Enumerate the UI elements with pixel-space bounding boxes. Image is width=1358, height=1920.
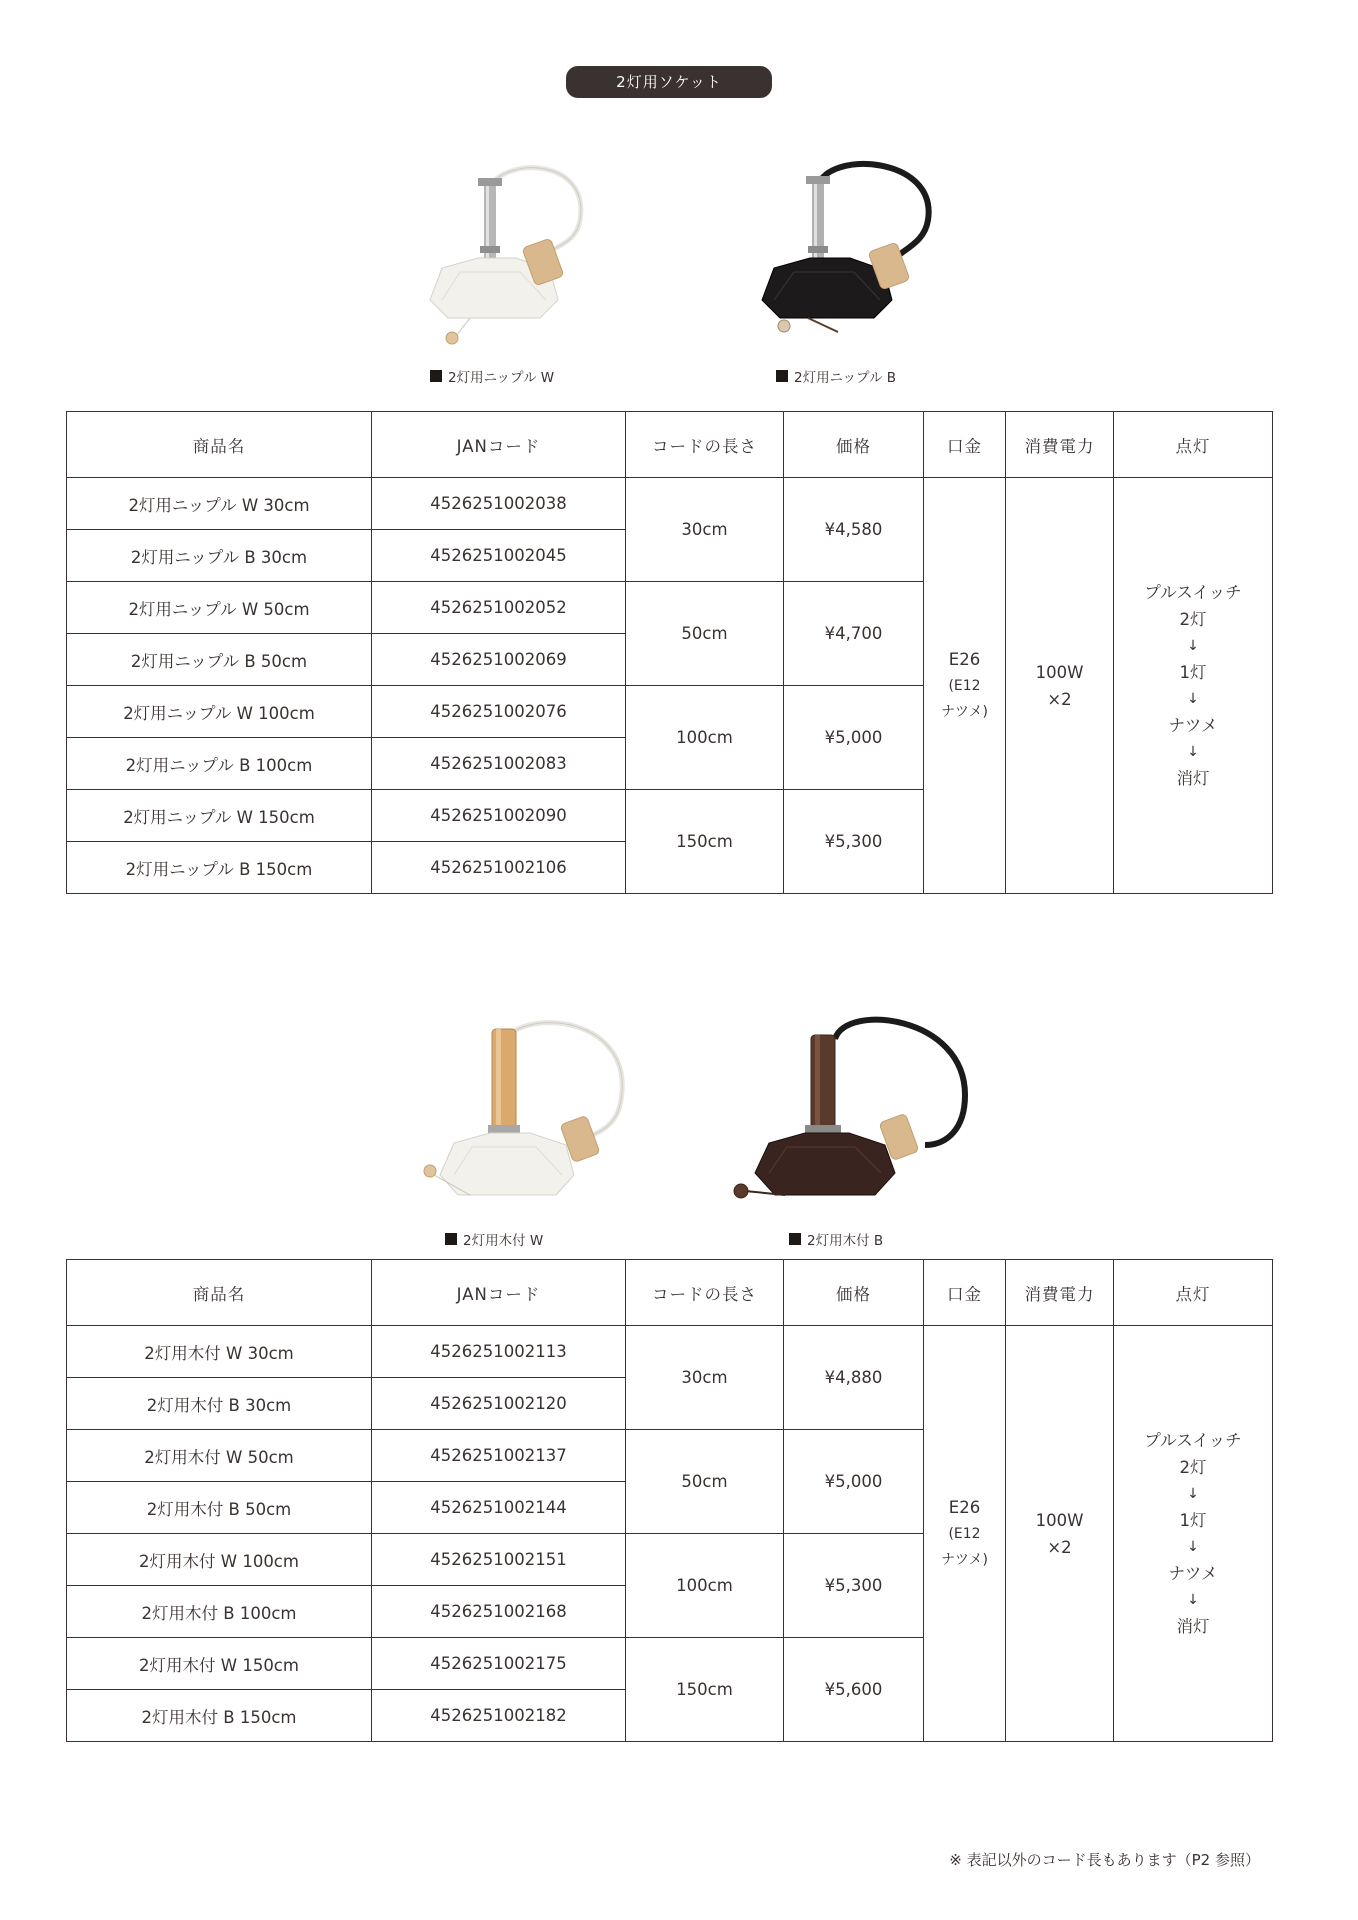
lighting-step: 消灯 xyxy=(1176,769,1210,788)
header-power: 消費電力 xyxy=(1006,1260,1114,1326)
power-cell xyxy=(1006,478,1114,894)
down-arrow-icon: ↓ xyxy=(1187,744,1199,760)
price: ¥5,300 xyxy=(784,1534,924,1638)
lighting-step: 消灯 xyxy=(1176,1617,1210,1636)
product-name: 2灯用木付 B 150cm xyxy=(67,1690,372,1742)
cord-length: 150cm xyxy=(626,1638,784,1742)
base-cell xyxy=(924,478,1006,894)
nipple-black-photo xyxy=(738,150,958,350)
header-power: 消費電力 xyxy=(1006,412,1114,478)
table-row xyxy=(67,1326,1273,1378)
down-arrow-icon: ↓ xyxy=(1187,1592,1199,1608)
price: ¥4,580 xyxy=(784,478,924,582)
price: ¥5,300 xyxy=(784,790,924,894)
bullet-square-icon xyxy=(430,370,442,382)
header-lighting: 点灯 xyxy=(1114,1260,1273,1326)
jan-code: 4526251002137 xyxy=(372,1430,626,1482)
jan-code: 4526251002052 xyxy=(372,582,626,634)
header-price: 価格 xyxy=(784,412,924,478)
caption-nipple-white: 2灯用ニップル W xyxy=(430,366,554,386)
lighting-step: 2灯 xyxy=(1179,1458,1207,1477)
header-base: 口金 xyxy=(924,412,1006,478)
down-arrow-icon: ↓ xyxy=(1187,691,1199,707)
cord-length: 50cm xyxy=(626,1430,784,1534)
bullet-square-icon xyxy=(776,370,788,382)
jan-code: 4526251002120 xyxy=(372,1378,626,1430)
power-sub: ×2 xyxy=(1047,1537,1072,1557)
jan-code: 4526251002175 xyxy=(372,1638,626,1690)
lighting-step: 1灯 xyxy=(1179,1511,1207,1530)
header-product-name: 商品名 xyxy=(67,1260,372,1326)
jan-code: 4526251002090 xyxy=(372,790,626,842)
price: ¥5,000 xyxy=(784,1430,924,1534)
product-name: 2灯用ニップル B 100cm xyxy=(67,738,372,790)
power-cell xyxy=(1006,1326,1114,1742)
spec-table-nipple xyxy=(66,411,1273,894)
base-sub1: (E12 xyxy=(948,678,981,694)
lighting-step: プルスイッチ xyxy=(1144,1431,1242,1450)
caption-nipple-black: 2灯用ニップル B xyxy=(776,366,896,386)
product-name: 2灯用ニップル B 50cm xyxy=(67,634,372,686)
product-name: 2灯用木付 B 100cm xyxy=(67,1586,372,1638)
cord-length: 50cm xyxy=(626,582,784,686)
jan-code: 4526251002168 xyxy=(372,1586,626,1638)
product-name: 2灯用ニップル W 50cm xyxy=(67,582,372,634)
footnote: ※ 表記以外のコード長もあります（P2 参照） xyxy=(949,1851,1260,1869)
lighting-cell xyxy=(1114,478,1273,894)
lighting-step: ナツメ xyxy=(1168,1564,1218,1583)
lighting-step: 2灯 xyxy=(1179,610,1207,629)
price: ¥5,000 xyxy=(784,686,924,790)
down-arrow-icon: ↓ xyxy=(1187,1539,1199,1555)
product-name: 2灯用木付 B 30cm xyxy=(67,1378,372,1430)
cord-length: 30cm xyxy=(626,1326,784,1430)
power-main: 100W xyxy=(1035,662,1084,682)
table-row xyxy=(67,478,1273,530)
bullet-square-icon xyxy=(445,1233,457,1245)
section-title: 2灯用ソケット xyxy=(566,66,772,98)
base-cell xyxy=(924,1326,1006,1742)
cord-length: 100cm xyxy=(626,1534,784,1638)
cord-length: 100cm xyxy=(626,686,784,790)
base-main: E26 xyxy=(948,1498,981,1517)
header-price: 価格 xyxy=(784,1260,924,1326)
product-name: 2灯用木付 W 150cm xyxy=(67,1638,372,1690)
jan-code: 4526251002045 xyxy=(372,530,626,582)
cord-length: 30cm xyxy=(626,478,784,582)
jan-code: 4526251002076 xyxy=(372,686,626,738)
jan-code: 4526251002182 xyxy=(372,1690,626,1742)
down-arrow-icon: ↓ xyxy=(1187,638,1199,654)
product-name: 2灯用木付 W 50cm xyxy=(67,1430,372,1482)
base-sub2: ナツメ) xyxy=(940,704,989,720)
table-header-row xyxy=(67,412,1273,478)
header-product-name: 商品名 xyxy=(67,412,372,478)
price: ¥4,880 xyxy=(784,1326,924,1430)
bullet-square-icon xyxy=(789,1233,801,1245)
lighting-cell xyxy=(1114,1326,1273,1742)
product-name: 2灯用ニップル W 100cm xyxy=(67,686,372,738)
product-name: 2灯用ニップル W 150cm xyxy=(67,790,372,842)
lighting-step: ナツメ xyxy=(1168,716,1218,735)
product-name: 2灯用木付 W 30cm xyxy=(67,1326,372,1378)
jan-code: 4526251002106 xyxy=(372,842,626,894)
lighting-step: プルスイッチ xyxy=(1144,583,1242,602)
nipple-white-photo xyxy=(400,150,600,350)
power-sub: ×2 xyxy=(1047,689,1072,709)
header-cord-length: コードの長さ xyxy=(626,412,784,478)
product-name: 2灯用ニップル B 30cm xyxy=(67,530,372,582)
product-name: 2灯用木付 W 100cm xyxy=(67,1534,372,1586)
caption-wood-black: 2灯用木付 B xyxy=(789,1229,883,1249)
jan-code: 4526251002113 xyxy=(372,1326,626,1378)
price: ¥5,600 xyxy=(784,1638,924,1742)
wood-white-photo xyxy=(410,1005,650,1210)
header-jan-code: JANコード xyxy=(372,412,626,478)
caption-wood-white: 2灯用木付 W xyxy=(445,1229,543,1249)
product-name: 2灯用ニップル W 30cm xyxy=(67,478,372,530)
jan-code: 4526251002151 xyxy=(372,1534,626,1586)
base-main: E26 xyxy=(948,650,981,669)
header-cord-length: コードの長さ xyxy=(626,1260,784,1326)
jan-code: 4526251002144 xyxy=(372,1482,626,1534)
power-main: 100W xyxy=(1035,1510,1084,1530)
product-name: 2灯用ニップル B 150cm xyxy=(67,842,372,894)
base-sub1: (E12 xyxy=(948,1526,981,1542)
header-jan-code: JANコード xyxy=(372,1260,626,1326)
cord-length: 150cm xyxy=(626,790,784,894)
jan-code: 4526251002069 xyxy=(372,634,626,686)
header-lighting: 点灯 xyxy=(1114,412,1273,478)
header-base: 口金 xyxy=(924,1260,1006,1326)
wood-black-photo xyxy=(715,1005,1015,1210)
jan-code: 4526251002083 xyxy=(372,738,626,790)
price: ¥4,700 xyxy=(784,582,924,686)
lighting-step: 1灯 xyxy=(1179,663,1207,682)
table-header-row xyxy=(67,1260,1273,1326)
jan-code: 4526251002038 xyxy=(372,478,626,530)
down-arrow-icon: ↓ xyxy=(1187,1486,1199,1502)
base-sub2: ナツメ) xyxy=(940,1552,989,1568)
spec-table-wood xyxy=(66,1259,1273,1742)
product-name: 2灯用木付 B 50cm xyxy=(67,1482,372,1534)
